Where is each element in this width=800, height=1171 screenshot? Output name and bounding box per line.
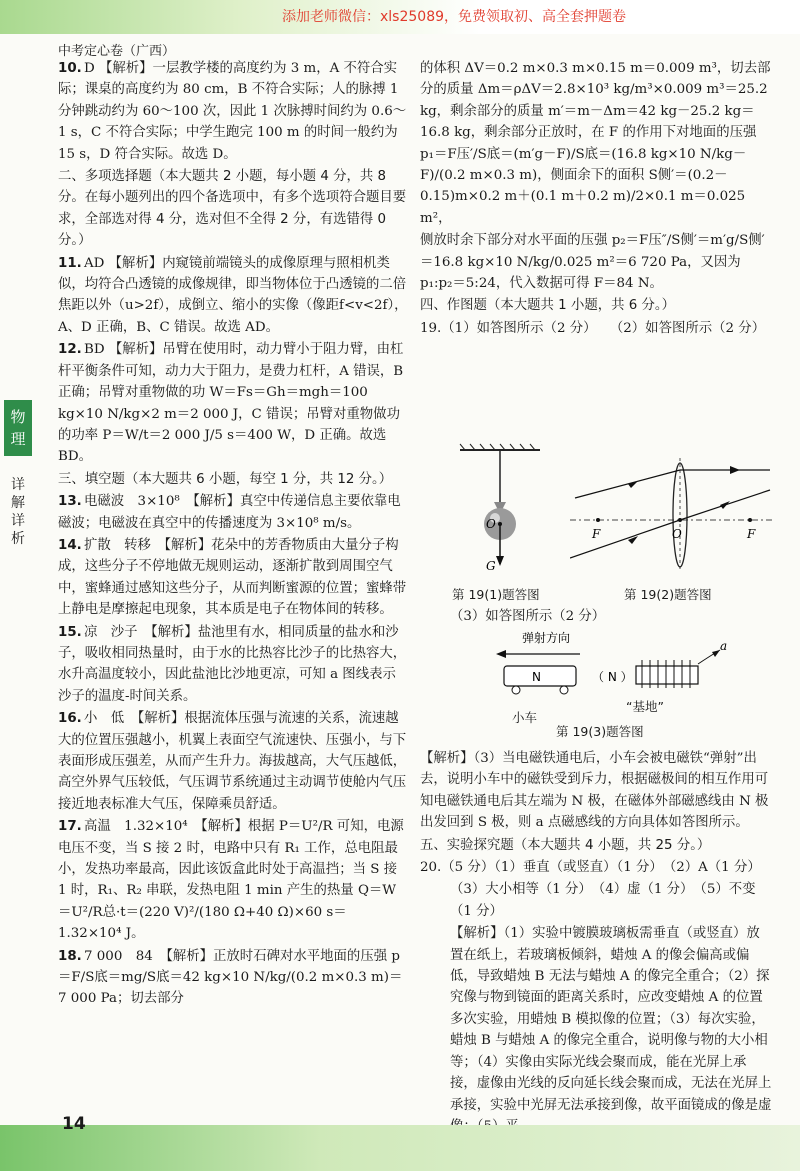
answer-18-cont2: 侧放时余下部分对水平面的压强 p₂＝F压″/S侧′＝m′g/S侧′＝16.8 kg×10 N/kg/0.025 m²＝6 720 Pa，又因为 p₁:p₂＝5:24，代入数据可得 F＝84 N。: [420, 233, 765, 292]
answer-11: 11. AD 【解析】内窥镜前端镜头的成像原理与照相机类似，均符合凸透镜的成像规律，即当物体位于凸透镜的二倍焦距以外（u>2f），成倒立、缩小的实像（像距f<v<2f），A、D 正确，B、C 错误。故选 AD。: [58, 255, 408, 335]
fig2-caption: 第 19(2)题答图: [624, 587, 712, 602]
right-column-bottom: [420, 748, 772, 1138]
q20-line-1: 20.（5 分）（1）垂直（或竖直）（1 分） （2）A（1 分）: [420, 860, 761, 876]
answer-12: 12. BD 【解析】吊臂在使用时，动力臂小于阻力臂，由杠杆平衡条件可知，动力大于阻力，是费力杠杆，A 错误，B 正确；吊臂对重物做的功 W＝Fs＝Gh＝mgh＝100 kg×10 N/kg×2 m＝2 000 J，C 错误；吊臂对重物做功的功率 P＝W/t＝2 000 J/5 s＝400 W，D 正确。故选 BD。: [58, 342, 404, 465]
answer-18-cont: 的体积 ΔV＝0.2 m×0.3 m×0.15 m＝0.009 m³，切去部分的质量 Δm＝ρΔV＝2.8×10³ kg/m³×0.009 m³＝25.2 kg，剩余部分的质量 m′＝m－Δm＝42 kg－25.2 kg＝16.8 kg，剩余部分正放时，在 F 的作用下对地面的压强 p₁＝F压′/S底＝(m′g－F)/S底＝(16.8 kg×10 N/kg－F)/(0.2 m×0.3 m)，侧面余下的面积 S侧′＝(0.2－0.15)m×0.2 m＋(0.1 m＋0.2 m)/2×0.1 m＝0.025 m²，: [420, 61, 771, 226]
figure-19-1: [440, 440, 570, 580]
fig1-label-g: G: [486, 559, 496, 573]
fig2-label-f-right: F: [747, 527, 756, 541]
answer-13: 13. 电磁波 3×10⁸ 【解析】真空中传递信息主要依靠电磁波；电磁波在真空中的传播速度为 3×10⁸ m/s。: [58, 494, 401, 531]
answer-10: 10. D 【解析】一层教学楼的高度约为 3 m，A 不符合实际；课桌的高度约为 80 cm，B 不符合实际；人的脉搏 1 分钟跳动约为 60～100 次，因此 1 次脉搏时间约为 0.6～1 s，C 不符合实际；中学生跑完 100 m 的时间一般约为 15 s，D 符合实际。故选 D。: [58, 61, 407, 162]
answer-17: 17. 高温 1.32×10⁴ 【解析】根据 P＝U²/R 可知，电源电压不变，当 S 接 2 时，电路中只有 R₁ 工作，总电阻最小，发热功率最高，因此该饭盒此时处于高温挡；当 S 接 1 时，R₁、R₂ 串联，发热电阻 1 min 产生的热量 Q＝W＝U²/R总·t＝(220 V)²/(180 Ω+40 Ω)×60 s＝1.32×10⁴ J。: [58, 819, 404, 942]
bottom-banner: [0, 1125, 800, 1171]
section-2-title: 二、多项选择题（本大题共 2 小题，每小题 4 分，共 8 分。在每小题列出的四个备选项中，有多个选项符合题目要求，全部选对得 4 分，选对但不全得 2 分，有选错得 0 分。）: [58, 169, 407, 249]
page-number: 14: [62, 1114, 86, 1134]
subject-tab: [4, 400, 32, 456]
fig3-car-n: N: [532, 670, 541, 684]
fig3-n-pole: （ N ）: [592, 670, 633, 684]
fig1-label-o: O: [486, 517, 496, 531]
fig3-label-a: a: [720, 639, 728, 653]
q19-line: 19.（1）如答图所示（2 分） （2）如答图所示（2 分）: [420, 320, 766, 336]
fig2-label-f-left: F: [592, 527, 601, 541]
fig3-car-label: 小车: [512, 710, 538, 725]
left-column: [58, 58, 408, 1011]
fig3-caption: 第 19(3)题答图: [556, 724, 644, 739]
figure-19-3: [490, 628, 730, 700]
q19-analysis: 【解析】（3）当电磁铁通电后，小车会被电磁铁“弹射”出去，说明小车中的磁铁受到斥力，根据磁极间的相互作用可知电磁铁通电后其左端为 N 极，在磁体外部磁感线由 N 极出发回到 S 极，则 a 点磁感线的方向具体如答图所示。: [420, 751, 769, 831]
section-4-title: 四、作图题（本大题共 1 小题，共 6 分。）: [420, 298, 676, 314]
q19-3-line: （3）如答图所示（2 分）: [450, 609, 606, 624]
section-3-title: 三、填空题（本大题共 6 小题，每空 1 分，共 12 分。）: [58, 471, 393, 487]
answer-16: 16. 小 低 【解析】根据流体压强与流速的关系，流速越大的位置压强越小，机翼上表面空气流速快、压强小，与下表面形成压强差，从而产生升力。海拔越高，大气压越低，高空外界气压较低，气压调节系统通过主动调节使舱内气压接近地表标准大气压，保障乘员舒适。: [58, 711, 407, 812]
q20-analysis: 【解析】（1）实验中镀膜玻璃板需垂直（或竖直）放置在纸上，若玻璃板倾斜，蜡烛 A 的像会偏高或偏低，导致蜡烛 B 无法与蜡烛 A 的像完全重合；（2）探究像与物到镜面的距离关系时，应改变蜡烛 A 的位置多次实验，用蜡烛 B 模拟像的位置；（3）每次实验，蜡烛 B 与蜡烛 A 的像完全重合，说明像与物的大小相等；（4）实像由实际光线会聚而成，能在光屏上承接，虚像由光线的反向延长线会聚而成，无法在光屏上承接，实验中光屏无法承接到像，故平面镜成的像是虚: [450, 926, 772, 1113]
side-label: 详解详析: [11, 477, 25, 547]
answer-15: 15. 凉 沙子 【解析】盐池里有水，相同质量的盐水和沙子，吸收相同热量时，由于水的比热容比沙子的比热容大，水升高温度较小，因此盐池比沙地更凉，可知 a 图线表示沙子的温度-时间关系。: [58, 624, 407, 704]
answer-14: 14. 扩散 转移 【解析】花朵中的芳香物质由大量分子构成，这些分子不停地做无规则运动，逐渐扩散到周围空气中，蜜蜂通过感知这些分子，从而判断蜜源的位置；蜜蜂带上静电是摩擦起电现象，其本质是电子在物体间的转移。: [58, 537, 407, 618]
q20-line-2: （3）大小相等（1 分） （4）虚（1 分） （5）不变（1 分）: [450, 882, 756, 919]
fig3-base-label: “基地”: [626, 699, 664, 714]
fig1-caption: 第 19(1)题答图: [452, 587, 540, 602]
fig2-label-o: O: [672, 527, 682, 541]
fig3-direction: 弹射方向: [522, 631, 571, 645]
answer-18: 18. 7 000 84 【解析】正放时石碑对水平地面的压强 p＝F/S底＝mg/S底＝42 kg×10 N/kg/(0.2 m×0.3 m)＝7 000 Pa；切去部分: [58, 948, 403, 1007]
subject-tab-label: 物理: [10, 408, 26, 448]
right-column-top: [420, 58, 772, 340]
page-header: 中考定心卷（广西）: [58, 44, 176, 59]
section-5-title: 五、实验探究题（本大题共 4 小题，共 25 分。）: [420, 837, 711, 853]
figure-19-2: [570, 450, 775, 570]
ad-text: 添加老师微信：xls25089，免费领取初、高全套押题卷: [282, 9, 627, 25]
